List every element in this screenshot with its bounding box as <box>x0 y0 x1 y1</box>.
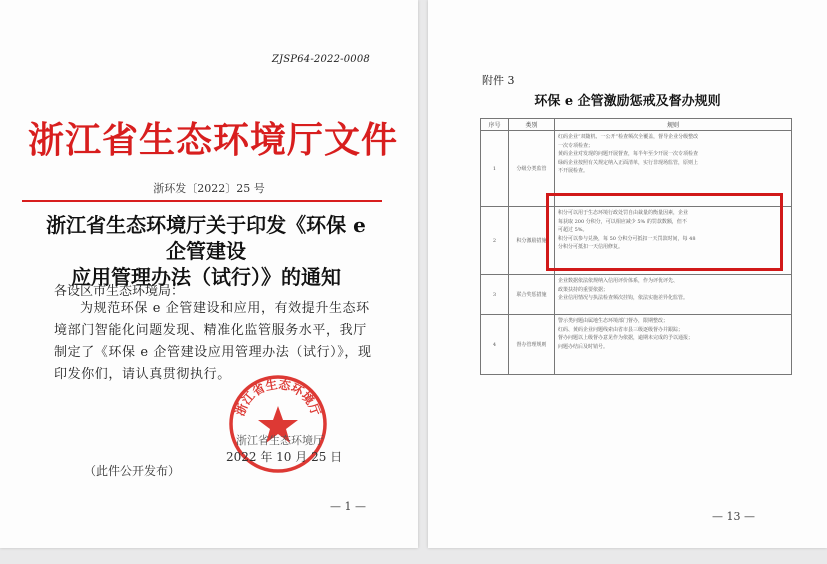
row-rules <box>555 315 792 375</box>
issue-date: 2022 年 10 月 25 日 <box>226 450 343 464</box>
rule-line: 企业数据依法依规纳入信用评价体系，作为评优评先、 <box>558 278 679 284</box>
rule-line: 政策扶持的重要依据； <box>558 286 609 293</box>
rule-line: 红码、黄码企业问题线索由省市县三级逐级督办并跟踪； <box>558 326 684 333</box>
rule-line: 黄码企业对发现的问题开展督查，每半年至少开展一次专项检查 <box>558 151 699 157</box>
rule-line: 可超过 5%。 <box>558 227 588 233</box>
rule-line: 红码企业“双随机、一公开”检查频次全覆盖，督导企业分级整改 <box>558 134 699 140</box>
column-header: 序号 <box>481 119 509 131</box>
row-number: 3 <box>481 275 509 315</box>
page-number: — 1 — <box>330 500 366 513</box>
row-category: 积分激励措施 <box>509 207 555 275</box>
header-title: 浙江省生态环境厅文件 <box>28 119 399 161</box>
row-number: 4 <box>481 315 509 375</box>
publication-note: （此件公开发布） <box>84 464 181 478</box>
rule-line: 积分可以参与兑换，每 50 分积分可抵扣一天罚款时间，每 48 <box>558 235 696 242</box>
rule-line: 积分可以用于生态环境行政处罚自由裁量的衡量因素，企业 <box>558 210 689 216</box>
rules-title: 环保 e 企管激励惩戒及督办规则 <box>534 94 721 109</box>
rule-line: 分积分可抵扣一天信用修复。 <box>558 244 624 250</box>
body-line: 行。 <box>203 367 231 382</box>
column-header: 规则 <box>555 119 792 131</box>
rule-line: 问题办结后及时销号。 <box>558 343 609 350</box>
table-row <box>481 315 792 375</box>
attachment-label: 附件 3 <box>482 74 515 87</box>
row-number: 2 <box>481 207 509 275</box>
row-rules <box>555 275 792 315</box>
rule-line: 不开展检查。 <box>558 168 589 174</box>
signer: 浙江省生态环境厅 <box>236 434 324 447</box>
document-number: ZJSP64-2022-0008 <box>271 54 370 65</box>
row-category: 分级分类监管 <box>509 131 555 207</box>
rule-line: 绿码企业按照有关规定纳入正面清单，实行非现场监管，原则上 <box>558 159 699 166</box>
row-category: 联合奖惩措施 <box>509 275 555 315</box>
document-reference: 浙环发〔2022〕25 号 <box>153 182 265 195</box>
notice-title-line: 浙江省生态环境厅关于印发《环保 e 企管建设 <box>46 213 366 263</box>
notice-title <box>36 212 376 290</box>
highlight-box <box>546 193 783 271</box>
red-divider <box>22 200 382 202</box>
column-header: 类别 <box>509 119 555 131</box>
table-header-row <box>481 119 792 131</box>
right-page <box>428 0 827 548</box>
body-line: 管建设应用管理办法（试行）》，现印发你们，请认真贯彻执 <box>54 345 372 382</box>
body-line: 能化问题发现、精准化监管服务水平，我厅制定了《环保 e 企 <box>54 323 367 360</box>
page-number: — 13 — <box>712 510 755 523</box>
rule-line: 警示类问题由属地生态环境部门督办，限期整改； <box>558 318 669 324</box>
rule-line: 每获取 200 分积分，可以相应减少 5% 的罚款数额，但不 <box>558 218 687 225</box>
addressee: 各设区市生态环境局： <box>54 284 185 299</box>
table-row <box>481 275 792 315</box>
body-line: 为规范环保 e 企管建设和应用，有效提升生态环境部门智 <box>54 301 370 338</box>
rule-line: 督办问题以上级督办意见作为依据，逾期未完成的予以通报； <box>558 335 694 341</box>
row-category: 督办管理规则 <box>509 315 555 375</box>
left-page <box>0 0 418 548</box>
row-number: 1 <box>481 131 509 207</box>
rule-line: 一次专项检查； <box>558 142 594 149</box>
rule-line: 企业信用情况与执法检查频次挂钩，依法实施差异化监管。 <box>558 295 689 301</box>
body-paragraph <box>54 298 380 386</box>
seal-text: 浙江省生态环境厅 <box>232 377 324 418</box>
notice-title-line: 应用管理办法（试行）》的通知 <box>71 265 341 289</box>
